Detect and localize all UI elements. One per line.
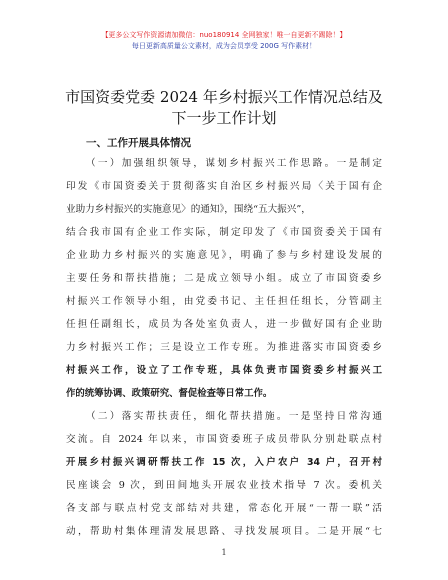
body-line-10: 村振兴工作，设立了工作专班，具体负责市国资委乡村振兴工 (66, 365, 382, 376)
promo-banner (0, 30, 448, 52)
body-line-3: 业助力乡村振兴的实施意见〉的通知》，围绕“五大振兴”， (66, 204, 311, 215)
body-line-5: 企业助力乡村振兴的实施意见》，明确了参与乡村建设发展的 (66, 250, 382, 261)
body-line-14: 开展乡村振兴调研帮扶工作 15 次，入户农户 34 户，召开村 (66, 457, 382, 468)
body-line-8: 任担任副组长，成员为各处室负责人，进一步做好国有企业助 (66, 319, 382, 330)
section-heading: 一、工作开展具体情况 (86, 137, 191, 149)
body-line-1: （一）加强组织领导，谋划乡村振兴工作思路。一是制定 (86, 158, 382, 169)
body-line-13: 交流。自 2024 年以来，市国资委班子成员带队分别赴联点村 (66, 434, 382, 445)
body-line-11: 作的统筹协调、政策研究、督促检查等日常工作。 (66, 388, 273, 399)
body-line-2: 印发《市国资委关于贯彻落实自治区乡村振兴局〈关于国有企 (66, 181, 382, 192)
body-line-16: 各支部与联点村党支部结对共建，常态化开展“一帮一联”活 (66, 503, 382, 514)
document-title-line-1: 市国资委党委 2024 年乡村振兴工作情况总结及 (65, 88, 383, 106)
page-number: 1 (221, 548, 227, 557)
body-line-4: 结合我市国有企业工作实际，制定印发了《市国资委关于国有 (66, 227, 382, 238)
document-title-line-2: 下一步工作计划 (171, 109, 277, 127)
body-line-17: 动，帮助村集体理清发展思路、寻找发展项目。二是开展“七 (66, 526, 382, 537)
promo-banner-line-1: 【更多公文写作资源请加微信：nuo180914 全网独家！唯一自更新不踢除！】 (101, 31, 347, 39)
body-line-6: 主要任务和帮扶措施；二是成立领导小组。成立了市国资委乡 (66, 273, 382, 284)
body-line-7: 村振兴工作领导小组，由党委书记、主任担任组长，分管副主 (66, 296, 382, 307)
body-line-12: （二）落实帮扶责任，细化帮扶措施。一是坚持日常沟通 (86, 411, 382, 422)
promo-banner-line-2: 每日更新高质量公文素材，成为会员享受 200G 写作素材！ (131, 42, 317, 50)
body-line-9: 力乡村振兴工作；三是设立工作专班。为推进落实市国资委乡 (66, 342, 382, 353)
body-line-15: 民座谈会 9 次，到田间地头开展农业技术指导 7 次。委机关 (66, 480, 382, 491)
